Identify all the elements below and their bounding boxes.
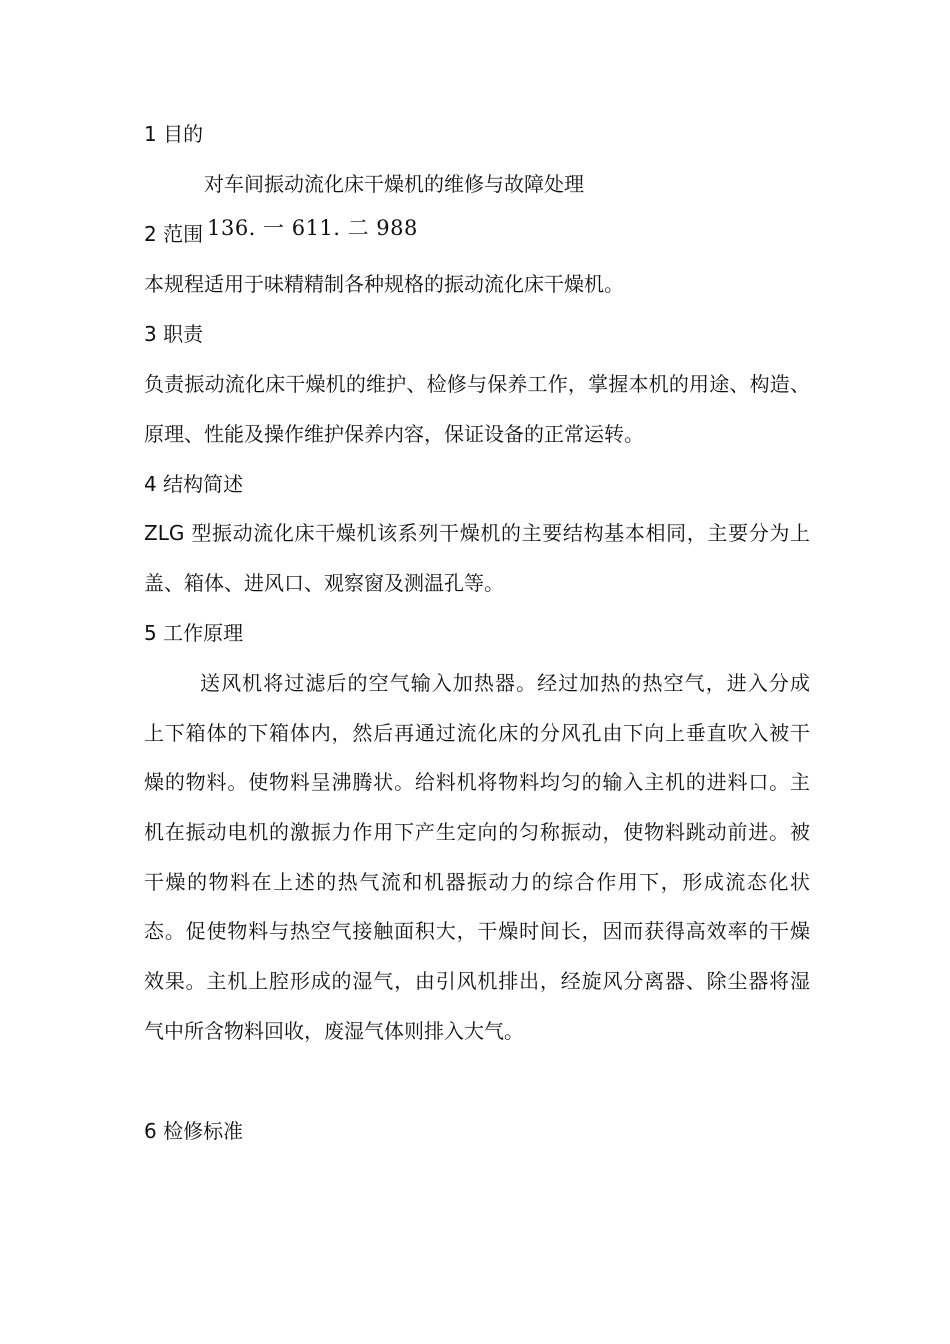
section-3-heading: 3 职责 — [144, 322, 204, 346]
section-6-heading: 6 检修标准 — [144, 1119, 244, 1143]
section-5-body-line: 燥的物料。使物料呈沸腾状。给料机将物料均匀的输入主机的进料口。主 — [144, 770, 810, 794]
section-1-heading: 1 目的 — [144, 122, 204, 146]
section-1-body: 对车间振动流化床干燥机的维修与故障处理 — [204, 172, 584, 196]
section-2-body: 本规程适用于味精精制各种规格的振动流化床干燥机。 — [144, 272, 624, 296]
section-5-body-line: 送风机将过滤后的空气输入加热器。经过加热的热空气，进入分成 — [200, 671, 810, 695]
section-4-body-line: 盖、箱体、进风口、观察窗及测温孔等。 — [144, 571, 504, 595]
section-4-heading: 4 结构简述 — [144, 472, 244, 496]
section-3-body-line: 原理、性能及操作维护保养内容，保证设备的正常运转。 — [144, 422, 644, 446]
section-5-body-line: 机在振动电机的激振力作用下产生定向的匀称振动，使物料跳动前进。被 — [144, 820, 810, 844]
section-5-body-line: 干燥的物料在上述的热气流和机器振动力的综合作用下，形成流态化状 — [144, 870, 810, 894]
section-5-body-line: 效果。主机上腔形成的湿气，由引风机排出，经旋风分离器、除尘器将湿 — [144, 969, 810, 993]
section-2-number: 136. 一 611. 二 988 — [207, 216, 418, 240]
section-4-body-line: ZLG 型振动流化床干燥机该系列干燥机的主要结构基本相同，主要分为上 — [144, 521, 810, 545]
section-2-heading-line — [144, 216, 810, 246]
section-5-body-line: 态。促使物料与热空气接触面积大，干燥时间长，因而获得高效率的干燥 — [144, 919, 810, 943]
section-5-body-line: 气中所含物料回收，废湿气体则排入大气。 — [144, 1019, 524, 1043]
section-3-body-line: 负责振动流化床干燥机的维护、检修与保养工作，掌握本机的用途、构造、 — [144, 372, 810, 396]
section-5-body-line: 上下箱体的下箱体内，然后再通过流化床的分风孔由下向上垂直吹入被干 — [144, 721, 810, 745]
section-5-heading: 5 工作原理 — [144, 621, 244, 645]
section-2-heading: 2 范围 — [144, 222, 204, 246]
